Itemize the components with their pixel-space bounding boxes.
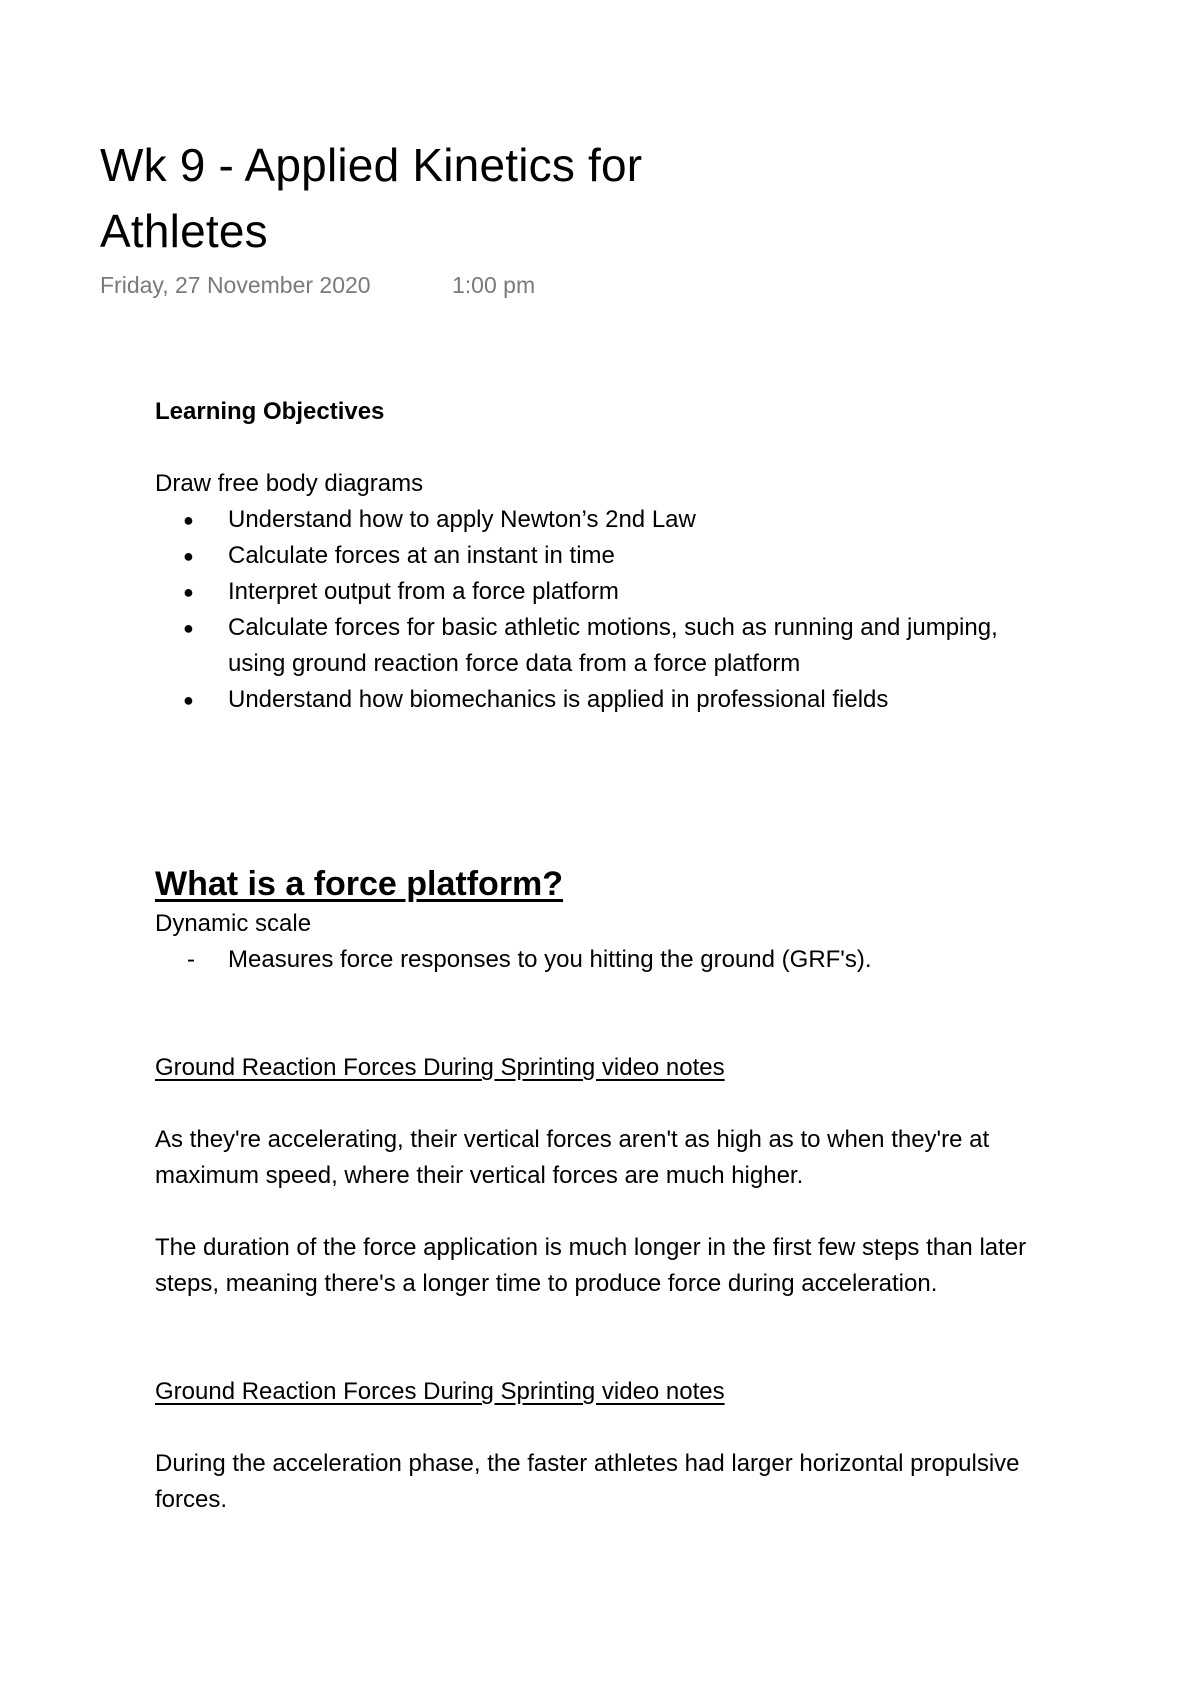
video-notes-heading: Ground Reaction Forces During Sprinting video notes: [155, 1054, 725, 1081]
bullet-icon: ●: [183, 510, 194, 530]
dash-icon: -: [187, 946, 195, 973]
video-notes-heading: Ground Reaction Forces During Sprinting video notes: [155, 1378, 725, 1405]
list-item: - Measures force responses to you hitting the ground (GRF's).: [155, 942, 1055, 978]
page-time: 1:00 pm: [452, 272, 536, 298]
page-date: Friday, 27 November 2020: [100, 272, 371, 298]
paragraph: As they're accelerating, their vertical forces aren't as high as to when they're at maximum speed, where their vertical forces are much higher.: [155, 1126, 990, 1189]
force-platform-list: [155, 942, 1055, 978]
list-item: ● Interpret output from a force platform: [155, 574, 1055, 610]
force-platform-heading: What is a force platform?: [155, 865, 564, 903]
bullet-icon: ●: [183, 690, 194, 710]
bullet-icon: ●: [183, 582, 194, 602]
list-item: ● Understand how biomechanics is applied in professional fields: [155, 682, 1055, 718]
objectives-list: [155, 502, 1055, 718]
bullet-icon: ●: [183, 618, 194, 638]
page-meta: [100, 272, 536, 299]
force-platform-subtitle: Dynamic scale: [155, 910, 312, 937]
paragraph: During the acceleration phase, the faster athletes had larger horizontal propulsive forces.: [155, 1450, 1020, 1513]
list-item: ● Understand how to apply Newton’s 2nd Law: [155, 502, 1055, 538]
objectives-intro: Draw free body diagrams: [155, 470, 424, 497]
note-content: [155, 394, 1055, 1518]
page-title: Wk 9 - Applied Kinetics for Athletes: [100, 139, 643, 257]
bullet-icon: ●: [183, 546, 194, 566]
list-item: ● Calculate forces at an instant in time: [155, 538, 1055, 574]
list-item: ● Calculate forces for basic athletic motions, such as running and jumping, using ground reaction force data from a force platform: [155, 610, 1055, 682]
paragraph: The duration of the force application is much longer in the first few steps than later steps, meaning there's a longer time to produce force during acceleration.: [155, 1234, 1027, 1297]
objectives-heading: Learning Objectives: [155, 398, 385, 425]
